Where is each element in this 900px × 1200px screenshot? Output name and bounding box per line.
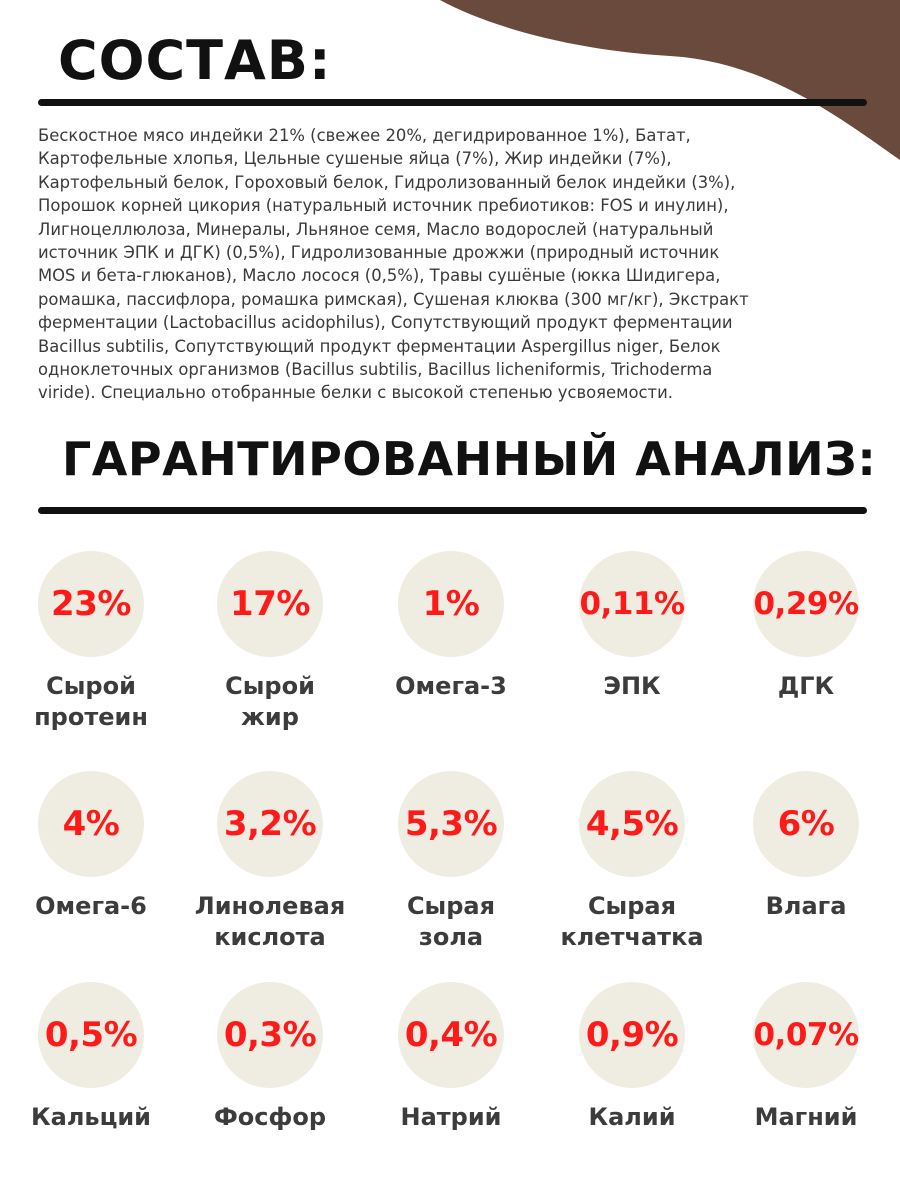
nutrient-circle: [579, 982, 685, 1088]
nutrient-circle: [38, 771, 144, 877]
nutrient-circle: [753, 771, 859, 877]
nutrient-label: Сырой жир: [225, 672, 315, 731]
nutrient-circle: [398, 771, 504, 877]
nutrient-item-crude-fiber: [542, 771, 722, 953]
nutrient-item-dha: [716, 551, 896, 702]
composition-title: СОСТАВ:: [58, 29, 332, 92]
nutrient-value: 1%: [422, 584, 480, 624]
nutrient-value: 6%: [777, 804, 835, 844]
nutrient-label: ЭПК: [603, 672, 661, 700]
nutrient-item-crude-ash: [361, 771, 541, 953]
nutrient-label: Сырая клетчатка: [560, 892, 704, 951]
nutrient-item-potassium: [542, 982, 722, 1133]
nutrient-circle: [217, 771, 323, 877]
nutrient-circle: [398, 982, 504, 1088]
nutrient-circle: [579, 551, 685, 657]
nutrient-item-linoleic-acid: [180, 771, 360, 953]
nutrient-label: Влага: [765, 892, 847, 920]
nutrient-label: Фосфор: [214, 1103, 326, 1131]
nutrient-circle: [217, 551, 323, 657]
nutrient-item-sodium: [361, 982, 541, 1133]
nutrient-label: Калий: [588, 1103, 676, 1131]
nutrient-circle: [579, 771, 685, 877]
nutrient-label: Линолевая кислота: [194, 892, 346, 951]
nutrient-value: 0,5%: [44, 1015, 138, 1055]
analysis-divider: [38, 507, 867, 514]
nutrient-circle: [38, 551, 144, 657]
nutrient-value: 0,4%: [404, 1015, 498, 1055]
nutrient-circle: [753, 982, 859, 1088]
analysis-title: ГАРАНТИРОВАННЫЙ АНАЛИЗ:: [62, 432, 877, 486]
nutrient-item-moisture: [716, 771, 896, 922]
nutrient-value: 4%: [62, 804, 120, 844]
nutrient-value: 3,2%: [223, 804, 317, 844]
nutrient-label: Натрий: [400, 1103, 502, 1131]
nutrient-label: Сырой протеин: [34, 672, 148, 731]
nutrient-value: 23%: [51, 584, 131, 624]
nutrient-item-epa: [542, 551, 722, 702]
nutrient-item-phosphorus: [180, 982, 360, 1133]
nutrient-label: ДГК: [777, 672, 835, 700]
nutrient-value: 0,3%: [223, 1015, 317, 1055]
nutrient-circle: [217, 982, 323, 1088]
nutrient-value: 17%: [230, 584, 310, 624]
nutrient-label: Омега-6: [35, 892, 147, 920]
nutrient-label: Кальций: [31, 1103, 151, 1131]
nutrient-item-omega-3: [361, 551, 541, 702]
nutrient-circle: [753, 551, 859, 657]
nutrient-item-calcium: [1, 982, 181, 1133]
nutrient-label: Сырая зола: [406, 892, 496, 951]
nutrient-circle: [398, 551, 504, 657]
nutrient-item-magnesium: [716, 982, 896, 1133]
nutrient-value: 0,29%: [753, 586, 859, 622]
composition-text: Бескостное мясо индейки 21% (свежее 20%, дегидрированное 1%), Батат, Картофельные хлопья, Цельные сушеные яйца (7%), Жир индейки (7%), Картофельный белок, Гороховый белок, Гидролизованный белок индейки (3%), Порошок корней цикория (натуральный источник пребиотиков: FOS и инулин), Лигноцеллюлоза, Минералы, Льняное семя, Масло водорослей (натуральный источник ЭПК и ДГК) (0,5%), Гидролизованные дрожжи (природный источник MOS и бета-глюканов), Масло лосося (0,5%), Травы сушёные (юкка Шидигера, ромашка, пассифлора, ромашка римская), Сушеная клюква (300 мг/кг), Экстракт ферментации (Lactobacillus acidophilus), Сопутствующий продукт ферментации Bacillus subtilis, Сопутствующий продукт ферментации Aspergillus niger, Белок одноклеточных организмов (Bacillus subtilis, Bacillus licheniformis, Trichoderma viride). Специально отобранные белки с высокой степенью усвояемости.: [38, 126, 749, 403]
nutrient-value: 5,3%: [404, 804, 498, 844]
nutrient-circle: [38, 982, 144, 1088]
composition-divider: [38, 99, 867, 106]
nutrient-value: 0,07%: [753, 1017, 859, 1053]
nutrient-item-omega-6: [1, 771, 181, 922]
nutrient-item-crude-fat: [180, 551, 360, 733]
nutrient-item-crude-protein: [1, 551, 181, 733]
nutrient-value: 0,11%: [579, 586, 685, 622]
nutrient-value: 4,5%: [585, 804, 679, 844]
nutrient-label: Омега-3: [395, 672, 507, 700]
nutrient-label: Магний: [754, 1103, 858, 1131]
nutrient-value: 0,9%: [585, 1015, 679, 1055]
